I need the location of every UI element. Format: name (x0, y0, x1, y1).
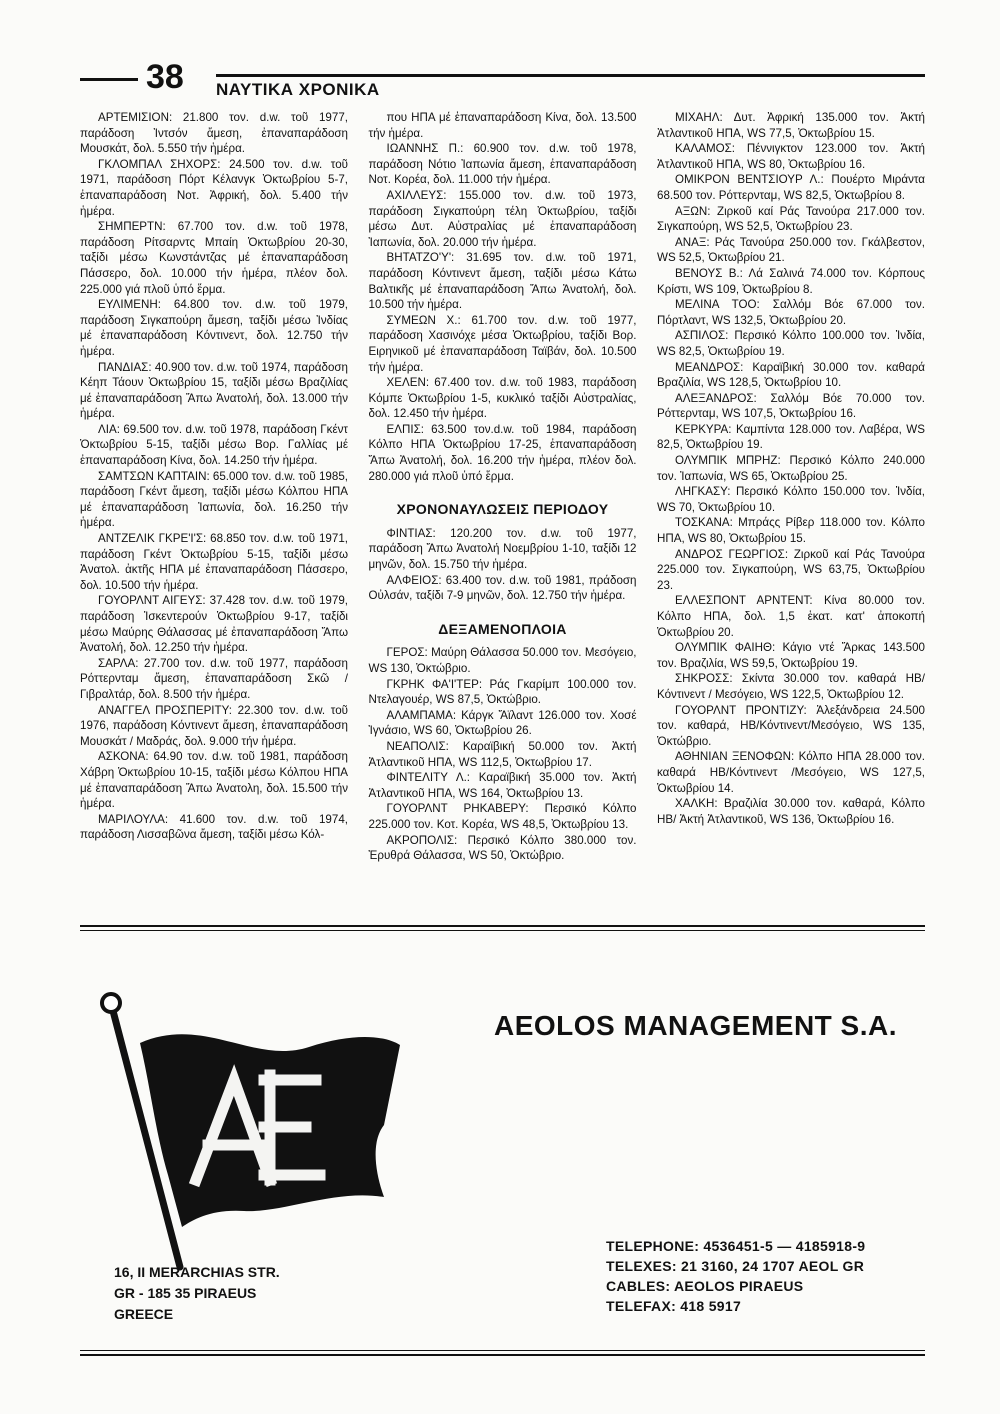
company-contacts (606, 1236, 865, 1316)
section-tankers-entries (369, 645, 637, 863)
charter-entry: ΦΙΝΤΕΛΙΤΥ Λ.: Καραϊβική 35.000 τον. Ἀκτή Ἀτλαντικοῦ ΗΠΑ, WS 164, Ὀκτωβρίου 13. (368, 771, 637, 800)
section-title-tankers: ΔΕΞΑΜΕΝΟΠΛΟΙΑ (438, 620, 567, 637)
charter-entry: ΑΝΑΞ: Ράς Τανούρα 250.000 τον. Γκάλβεστον, WS 52,5, Ὀκτωβρίου 21. (657, 235, 925, 265)
charter-entry: ΑΛΕΞΑΝΔΡΟΣ: Σαλλόμ Βόε 70.000 τον. Ρόττερνταμ, WS 107,5, Ὀκτωβρίου 16. (657, 391, 925, 421)
header-rule-left (80, 78, 138, 81)
charter-entry: ΑΛΦΕΙΟΣ: 63.400 τον. d.w. τοῦ 1981, πράδοση Οὐλσάν, ταξίδι 7-9 μηνῶν, δολ. 12.750 τήν ἡμέρα. (368, 573, 637, 603)
charter-entry: ΟΛΥΜΠΙΚ ΦΑΙΗΘ: Κάγιο ντέ Ἄρκας 143.500 τον. Βραζιλία, WS 59,5, Ὀκτωβρίου 19. (657, 641, 925, 670)
address-line: 16, II MERARCHIAS STR. (114, 1264, 280, 1280)
column-2-entries (369, 110, 637, 484)
charter-entry: ΣΑΜΤΣΩΝ ΚΑΠΤΑΙΝ: 65.000 τον. d.w. τοῦ 1985, παράδοση Γκέντ ἄμεση, ταξίδι μέσω Κόλπου ΗΠΑ μέ ἐπαναπαράδοση Ἰαπωνία, δολ. 16.250 τήν ἡμέρα. (80, 469, 348, 530)
charter-entry: ΜΙΧΑΗΛ: Δυτ. Ἀφρική 135.000 τον. Ἀκτή Ἀτλαντικοῦ ΗΠΑ, WS 77,5, Ὀκτωβρίου 15. (657, 111, 925, 140)
charter-entry: ΧΑΛΚΗ: Βραζιλία 30.000 τον. καθαρά, Κόλπο ΗΒ/ Ἀκτή Ἀτλαντικοῦ, WS 136, Ὀκτωβρίου 16. (657, 797, 925, 826)
contact-cables: CABLES: AEOLOS PIRAEUS (606, 1278, 804, 1294)
charter-entry: ΕΛΠΙΣ: 63.500 τον.d.w. τοῦ 1984, παράδοση Κόλπο ΗΠΑ Ὀκτωβρίου 17-25, ἐπαναπαράδοση Ἄπω Ἀνατολή, δολ. 16.200 τήν ἡμέρα, πλέον δολ. 280.000 γιά πλοῦ ὑπό ἕρμα. (368, 422, 637, 483)
charter-entry: ΝΕΑΠΟΛΙΣ: Καραϊβική 50.000 τον. Ἀκτή Ἀτλαντικοῦ ΗΠΑ, WS 112,5, Ὀκτωβρίου 17. (368, 739, 637, 769)
charter-entry: ΑΝΔΡΟΣ ΓΕΩΡΓΙΟΣ: Ζιρκοῦ καί Ράς Τανούρα 225.000 τον. Σιγκαπούρη, WS 63,75, Ὀκτωβρίου 23. (657, 547, 925, 592)
charter-entry: ΜΕΛΙΝΑ ΤΟΟ: Σαλλόμ Βόε 67.000 τον. Πόρτλαντ, WS 132,5, Ὀκτωβρίου 20. (657, 298, 925, 327)
divider-bottom-a (80, 1350, 925, 1351)
charter-entry: ΕΛΛΕΣΠΟΝΤ ΑΡΝΤΕΝΤ: Κίνα 80.000 τον. Κόλπο ΗΠΑ, δολ. 1,5 ἑκατ. κατ' ἀποκοπή Ὀκτωβρίου 20. (657, 594, 925, 639)
charter-entry: ΑΝΑΓΓΕΛ ΠΡΟΣΠΕΡΙΤΥ: 22.300 τον. d.w. τοῦ 1976, παράδοση Κόντινεντ ἄμεση, ἐπαναπαράδοση Μουσκάτ / Μαδράς, δολ. 9.000 τήν ἡμέρα. (80, 703, 348, 748)
charter-entry: ΑΧΙΛΛΕΥΣ: 155.000 τον. d.w. τοῦ 1973, παράδοση Σιγκαπούρη τέλη Ὀκτωβρίου, ταξίδι μέσω Δυτ. Αὐστραλίας μέ ἐπαναπαράδοση Ἰαπωνία, δολ. 20.000 τήν ἡμέρα. (368, 188, 637, 249)
flag-ae-monogram-icon (84, 975, 444, 1275)
charter-entry: ΑΣΚΟΝΑ: 64.90 τον. d.w. τοῦ 1981, παράδοση Χάβρη Ὀκτωβρίου 10-15, ταξίδι μέσω Κόλπου ΗΠΑ μέ ἐπαναπαράδοση Ἄπω Ἀνατολη, δολ. 15.500 τήν ἡμέρα. (80, 750, 348, 811)
charter-entry: ΜΕΑΝΔΡΟΣ: Καραϊβική 30.000 τον. καθαρά Βραζιλία, WS 128,5, Ὀκτωβρίου 10. (657, 360, 925, 390)
divider-top-a (80, 925, 925, 927)
charter-entry: ΓΚΛΟΜΠΑΛ ΣΗΧΟΡΣ: 24.500 τον. d.w. τοῦ 1971, παράδοση Πόρτ Κέλανγκ Ὀκτωβρίου 5-7, ἐπαναπαράδοση Νοτ. Ἀφρική, δολ. 5.400 τήν ἡμέρα. (80, 157, 348, 218)
charter-entry: ΣΗΚΡΟΣΣ: Σκίντα 30.000 τον. καθαρά ΗΒ/ Κόντινεντ / Μεσόγειο, WS 122,5, Ὀκτωβρίου 12. (657, 672, 925, 701)
address-line: GREECE (114, 1306, 174, 1322)
charter-entry: ΓΚΡΗΚ ΦΑ'Ι'ΤΕΡ: Ράς Γκαρίμπ 100.000 τον. Ντελαγουέρ, WS 87,5, Ὀκτώβριο. (368, 677, 637, 707)
header-rule-right (216, 74, 925, 77)
section-periods-entries (369, 526, 637, 604)
charter-entry: ΟΛΥΜΠΙΚ ΜΠΡΗΖ: Περσικό Κόλπο 240.000 τον. Ἰαπωνία, WS 65, Ὀκτωβρίου 25. (657, 454, 925, 483)
charter-entry: που ΗΠΑ μέ ἐπαναπαράδοση Κίνα, δολ. 13.500 τήν ἡμέρα. (368, 111, 637, 140)
column-2 (369, 110, 637, 864)
charter-entry: ΚΕΡΚΥΡΑ: Καμπίντα 128.000 τον. Λαβέρα, WS 82,5, Ὀκτωβρίου 19. (657, 422, 925, 452)
publication-title: ΝΑΥΤΙΚΑ ΧΡΟΝΙΚΑ (216, 80, 380, 99)
charter-entry: ΓΟΥΟΡΛΝΤ ΠΡΟΝΤΙΖΥ: Ἀλεξάνδρεια 24.500 τον. καθαρά, ΗΒ/Κόντινεντ/Μεσόγειο, WS 135, Ὀκτώβριο. (657, 703, 925, 748)
address-line: GR - 185 35 PIRAEUS (114, 1285, 257, 1301)
page-header (80, 60, 925, 104)
contact-telefax: TELEFAX: 418 5917 (606, 1298, 742, 1314)
charter-entry: ΒΗΤΑΤΖΟ'Υ': 31.695 τον. d.w. τοῦ 1971, παράδοση Κόντινεντ ἄμεση, ταξίδι μέσω Κάτω Βαλτικῆς μέ ἐπαναπαράδοση Ἄπω Ἀνατολή, δολ. 10.500 τήν ἡμέρα. (368, 251, 637, 312)
column-1 (80, 110, 348, 864)
charter-entry: ΑΝΤΖΕΛΙΚ ΓΚΡΕ'Ι'Σ: 68.850 τον. d.w. τοῦ 1971, παράδοση Γκέντ Ὀκτωβρίου 5-15, ταξίδι μέσω Ἀνατολ. ἀκτῆς ΗΠΑ μέ ἐπαναπαράδοση Πάσσερο, δολ. 10.500 τήν ἡμέρα. (80, 532, 348, 592)
charter-entry: ΜΑΡΙΛΟΥΛΑ: 41.600 τον. d.w. τοῦ 1974, παράδοση Λισσαβῶνα ἄμεση, ταξίδι μέσω Κόλ- (80, 812, 348, 842)
charter-entry: ΑΡΤΕΜΙΣΙΟΝ: 21.800 τον. d.w. τοῦ 1977, παράδοση Ἰντσόν ἄμεση, ἐπαναπαράδοση Μουσκάτ, δολ. 5.550 τήν ἡμέρα. (80, 111, 348, 156)
charter-entry: ΣΑΡΛΑ: 27.700 τον. d.w. τοῦ 1977, παράδοση Ρόττερνταμ ἄμεση, ἐπαναπαράδοση Σκῶ / Γιβραλτάρ, δολ. 8.500 τήν ἡμέρα. (80, 656, 348, 701)
contact-telephone: TELEPHONE: 4536451-5 — 4185918-9 (606, 1238, 866, 1254)
charter-entry: ΑΛΑΜΠΑΜΑ: Κάργκ Ἄϊλαντ 126.000 τον. Χοσέ Ἰγνάσιο, WS 60, Ὀκτωβρίου 26. (368, 708, 637, 738)
column-3 (657, 110, 925, 864)
charter-entry: ΤΟΣΚΑΝΑ: Μπράςς Ρίβερ 118.000 τον. Κόλπο ΗΠΑ, WS 80, Ὀκτωβρίου 15. (657, 516, 925, 546)
charter-entry: ΣΗΜΠΕΡΤΝ: 67.700 τον. d.w. τοῦ 1978, παράδοση Ρίτσαρντς Μπαίη Ὀκτωβρίου 20-30, ταξίδι μέσω Κωνστάντζας μέ ἐπαναπαράδοση Πάσσερο, δολ. 10.000 τήν ἡμέρα, πλέον δολ. 225.000 γιά πλοῦ ὑπό ἕρμα. (80, 220, 348, 296)
charter-entry: ΕΥΛΙΜΕΝΗ: 64.800 τον. d.w. τοῦ 1979, παράδοση Σιγκαπούρη ἄμεση, ταξίδι μέσω Ἰνδίας μέ ἐπαναπαράδοση Κόντινεντ, δολ. 12.750 τήν ἡμέρα. (80, 298, 348, 358)
charter-entry: ΙΩΑΝΝΗΣ Π.: 60.900 τον. d.w. τοῦ 1978, παράδοση Νότιο Ἰαπωνία ἄμεση, ἐπαναπαράδοση Νοτ. Κορέα, δολ. 11.000 τήν ἡμέρα. (368, 142, 637, 187)
charter-entry: ΚΑΛΑΜΟΣ: Πέννιγκτον 123.000 τον. Ἀκτή Ἀτλαντικοῦ ΗΠΑ, WS 80, Ὀκτωβρίου 16. (657, 142, 925, 171)
charter-entry: ΛΙΑ: 69.500 τον. d.w. τοῦ 1978, παράδοση Γκέντ Ὀκτωβρίου 5-15, ταξίδι μέσω Βορ. Γαλλίας μέ ἐπαναπαράδοση Κίνα, δολ. 14.250 τήν ἡμέρα. (80, 422, 348, 468)
charter-entry: ΑΣΠΙΛΟΣ: Περσικό Κόλπο 100.000 τον. Ἰνδία, WS 82,5, Ὀκτωβρίου 19. (657, 329, 925, 358)
charter-entry: ΣΥΜΕΩΝ Χ.: 61.700 τον. d.w. τοῦ 1977, παράδοση Χασινόχε μέσα Ὀκτωβρίου, ταξίδι Βορ. Ειρηνικοῦ μέ ἐπαναπαράδοση Ταϊβάν, δολ. 10.500 τήν ἡμέρα. (368, 313, 637, 374)
charter-entry: ΓΕΡΟΣ: Μαύρη Θάλασσα 50.000 τον. Μεσόγειο, WS 130, Ὀκτώβριο. (368, 646, 637, 675)
charter-entry: ΛΗΓΚΑΣΥ: Περσικό Κόλπο 150.000 τον. Ἰνδία, WS 70, Ὀκτωβρίου 10. (657, 485, 925, 514)
charter-entry: ΒΕΝΟΥΣ Β.: Λά Σαλινά 74.000 τον. Κόρπους Κρίστι, WS 109, Ὀκτωβρίου 8. (657, 266, 925, 296)
page-number: 38 (146, 58, 184, 96)
company-name: AEOLOS MANAGEMENT S.A. (494, 1010, 898, 1041)
divider-bottom-b (80, 1354, 925, 1356)
charter-entry: ΟΜΙΚΡΟΝ ΒΕΝΤΣΙΟΥΡ Λ.: Πουέρτο Μιράντα 68.500 τον. Ρόττερνταμ, WS 82,5, Ὀκτωβρίου 8. (657, 173, 925, 202)
charter-entry: ΦΙΝΤΙΑΣ: 120.200 τον. d.w. τοῦ 1977, παράδοση Ἄπω Ἀνατολή Νοεμβρίου 1-10, ταξίδι 12 μηνῶν, δολ. 15.750 τήν ἡμέρα. (368, 526, 637, 572)
contact-telexes: TELEXES: 21 3160, 24 1707 AEOL GR (606, 1258, 865, 1274)
charter-entry: ΑΚΡΟΠΟΛΙΣ: Περσικό Κόλπο 380.000 τον. Ἐρυθρά Θάλασσα, WS 50, Ὀκτώβριο. (368, 833, 637, 863)
article-columns (80, 110, 925, 864)
charter-entry: ΑΘΗΝΙΑΝ ΞΕΝΟΦΩΝ: Κόλπο ΗΠΑ 28.000 τον. καθαρά ΗΒ/Κόντινεντ /Μεσόγειο, WS 127,5, Ὀκτωβρίου 14. (657, 750, 925, 795)
charter-entry: ΧΕΛΕΝ: 67.400 τον. d.w. τοῦ 1983, παράδοση Κόμπε Ὀκτωβρίου 1-5, κυκλικό ταξίδι Αὐστραλίας, δολ. 12.450 τήν ἡμέρα. (368, 376, 637, 421)
charter-entry: ΠΑΝΔΙΑΣ: 40.900 τον. d.w. τοῦ 1974, παράδοση Κέηπ Τάουν Ὀκτωβρίου 15, ταξίδι μέσω Βραζιλίας μέ ἐπαναπαράδοση Ἄπω Ἀνατολή, δολ. 13.000 τήν ἡμέρα. (80, 360, 348, 421)
charter-entry: ΓΟΥΟΡΛΝΤ ΑΙΓΕΥΣ: 37.428 τον. d.w. τοῦ 1979, παράδοση Ἰσκεντερούν Ὀκτωβρίου 9-17, ταξίδι μέσω Μαύρης Θάλασσας μέ ἐπαναπαράδοση Ἄπω Ἀνατολή, δολ. 12.250 τήν ἡμέρα. (80, 594, 348, 655)
divider-top-b (80, 930, 925, 931)
charter-entry: ΑΞΩΝ: Ζιρκοῦ καί Ράς Τανούρα 217.000 τον. Σιγκαπούρη, WS 52,5, Ὀκτωβρίου 23. (657, 204, 925, 234)
section-title-periods: ΧΡΟΝΟΝΑΥΛΩΣΕΙΣ ΠΕΡΙΟΔΟΥ (396, 501, 609, 518)
charter-entry: ΓΟΥΟΡΛΝΤ ΡΗΚΑΒΕΡΥ: Περσικό Κόλπο 225.000 τον. Κοτ. Κορέα, WS 48,5, Ὀκτωβρίου 13. (368, 802, 637, 831)
company-address (114, 1262, 280, 1325)
